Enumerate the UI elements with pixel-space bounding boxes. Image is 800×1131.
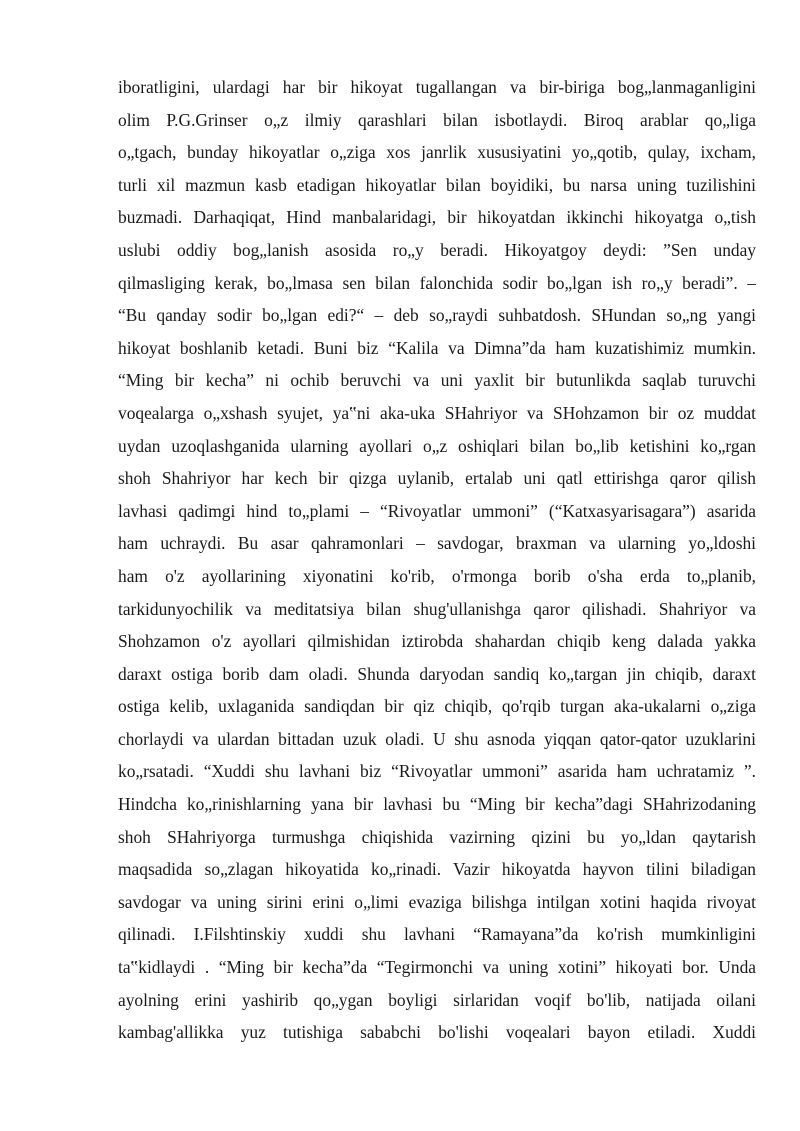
text-line: iboratligini, ulardagi har bir hikoyat tugallangan va bir-biriga bog„lanmaganligini <box>118 77 756 97</box>
text-line: uslubi oddiy bog„lanish asosida ro„y beradi. Hikoyatgoy deydi: ”Sen unday <box>118 239 756 260</box>
text-line: shoh SHahriyorga turmushga chiqishida vazirning qizini bu yo„ldan qaytarish <box>118 826 756 847</box>
text-line: uydan uzoqlashganida ularning ayollari o„z oshiqlari bilan bo„lib ketishini ko„rgan <box>118 435 756 456</box>
text-line: ta‟kidlaydi . “Ming bir kecha”da “Tegirmonchi va uning xotini” hikoyati bor. Unda <box>118 957 756 978</box>
text-line: tarkidunyochilik va meditatsiya bilan shug'ullanishga qaror qilishadi. Shahriyor va <box>118 598 756 619</box>
text-line: turli xil mazmun kasb etadigan hikoyatlar bilan boyidiki, bu narsa uning tuzilishini <box>118 174 756 195</box>
text-line: savdogar va uning sirini erini o„limi evaziga bilishga intilgan xotini haqida rivoyat <box>118 891 756 912</box>
text-line: “Bu qanday sodir bo„lgan edi?“ – deb so„raydi suhbatdosh. SHundan so„ng yangi <box>118 305 756 326</box>
text-line: hikoyat boshlanib ketadi. Buni biz “Kalila va Dimna”da ham kuzatishimiz mumkin. <box>118 337 756 358</box>
text-line: ostiga kelib, uxlaganida sandiqdan bir qiz chiqib, qo'rqib turgan aka-ukalarni o„ziga <box>118 696 756 717</box>
text-line: voqealarga o„xshash syujet, ya‟ni aka-uka SHahriyor va SHohzamon bir oz muddat <box>118 402 756 423</box>
text-line: “Ming bir kecha” ni ochib beruvchi va uni yaxlit bir butunlikda saqlab turuvchi <box>118 370 756 391</box>
text-line: ham o'z ayollarining xiyonatini ko'rib, o'rmonga borib o'sha erda to„planib, <box>118 565 756 586</box>
body-text <box>118 71 756 1049</box>
text-line: qilmasliging kerak, bo„lmasa sen bilan falonchida sodir bo„lgan ish ro„y beradi”. – <box>118 272 756 293</box>
text-line: o„tgach, bunday hikoyatlar o„ziga xos janrlik xususiyatini yo„qotib, qulay, ixcham, <box>118 142 756 163</box>
text-line: kambag'allikka yuz tutishiga sababchi bo'lishi voqealari bayon etiladi. Xuddi <box>118 1022 756 1043</box>
text-line: lavhasi qadimgi hind to„plami – “Rivoyatlar ummoni” (“Katxasyarisagara”) asarida <box>118 500 756 521</box>
text-line: maqsadida so„zlagan hikoyatida ko„rinadi. Vazir hikoyatda hayvon tilini biladigan <box>118 859 756 880</box>
text-line: daraxt ostiga borib dam oladi. Shunda daryodan sandiq ko„targan jin chiqib, daraxt <box>118 663 756 684</box>
text-line: ham uchraydi. Bu asar qahramonlari – savdogar, braxman va ularning yo„ldoshi <box>118 533 756 554</box>
text-line: shoh Shahriyor har kech bir qizga uylanib, ertalab uni qatl ettirishga qaror qilish <box>118 468 756 489</box>
text-line: ko„rsatadi. “Xuddi shu lavhani biz “Rivoyatlar ummoni” asarida ham uchratamiz ”. <box>118 761 756 782</box>
text-line: ayolning erini yashirib qo„ygan boyligi sirlaridan voqif bo'lib, natijada oilani <box>118 989 756 1010</box>
text-line: Shohzamon o'z ayollari qilmishidan iztirobda shahardan chiqib keng dalada yakka <box>118 631 756 652</box>
text-line: chorlaydi va ulardan bittadan uzuk oladi. U shu asnoda yiqqan qator-qator uzuklarini <box>118 728 756 749</box>
text-line: buzmadi. Darhaqiqat, Hind manbalaridagi, bir hikoyatdan ikkinchi hikoyatga o„tish <box>118 207 756 228</box>
text-line: qilinadi. I.Filshtinskiy xuddi shu lavhani “Ramayana”da ko'rish mumkinligini <box>118 924 756 945</box>
text-line: Hindcha ko„rinishlarning yana bir lavhasi bu “Ming bir kecha”dagi SHahrizodaning <box>118 794 756 815</box>
text-line: olim P.G.Grinser o„z ilmiy qarashlari bilan isbotlaydi. Biroq arablar qo„liga <box>118 109 756 130</box>
